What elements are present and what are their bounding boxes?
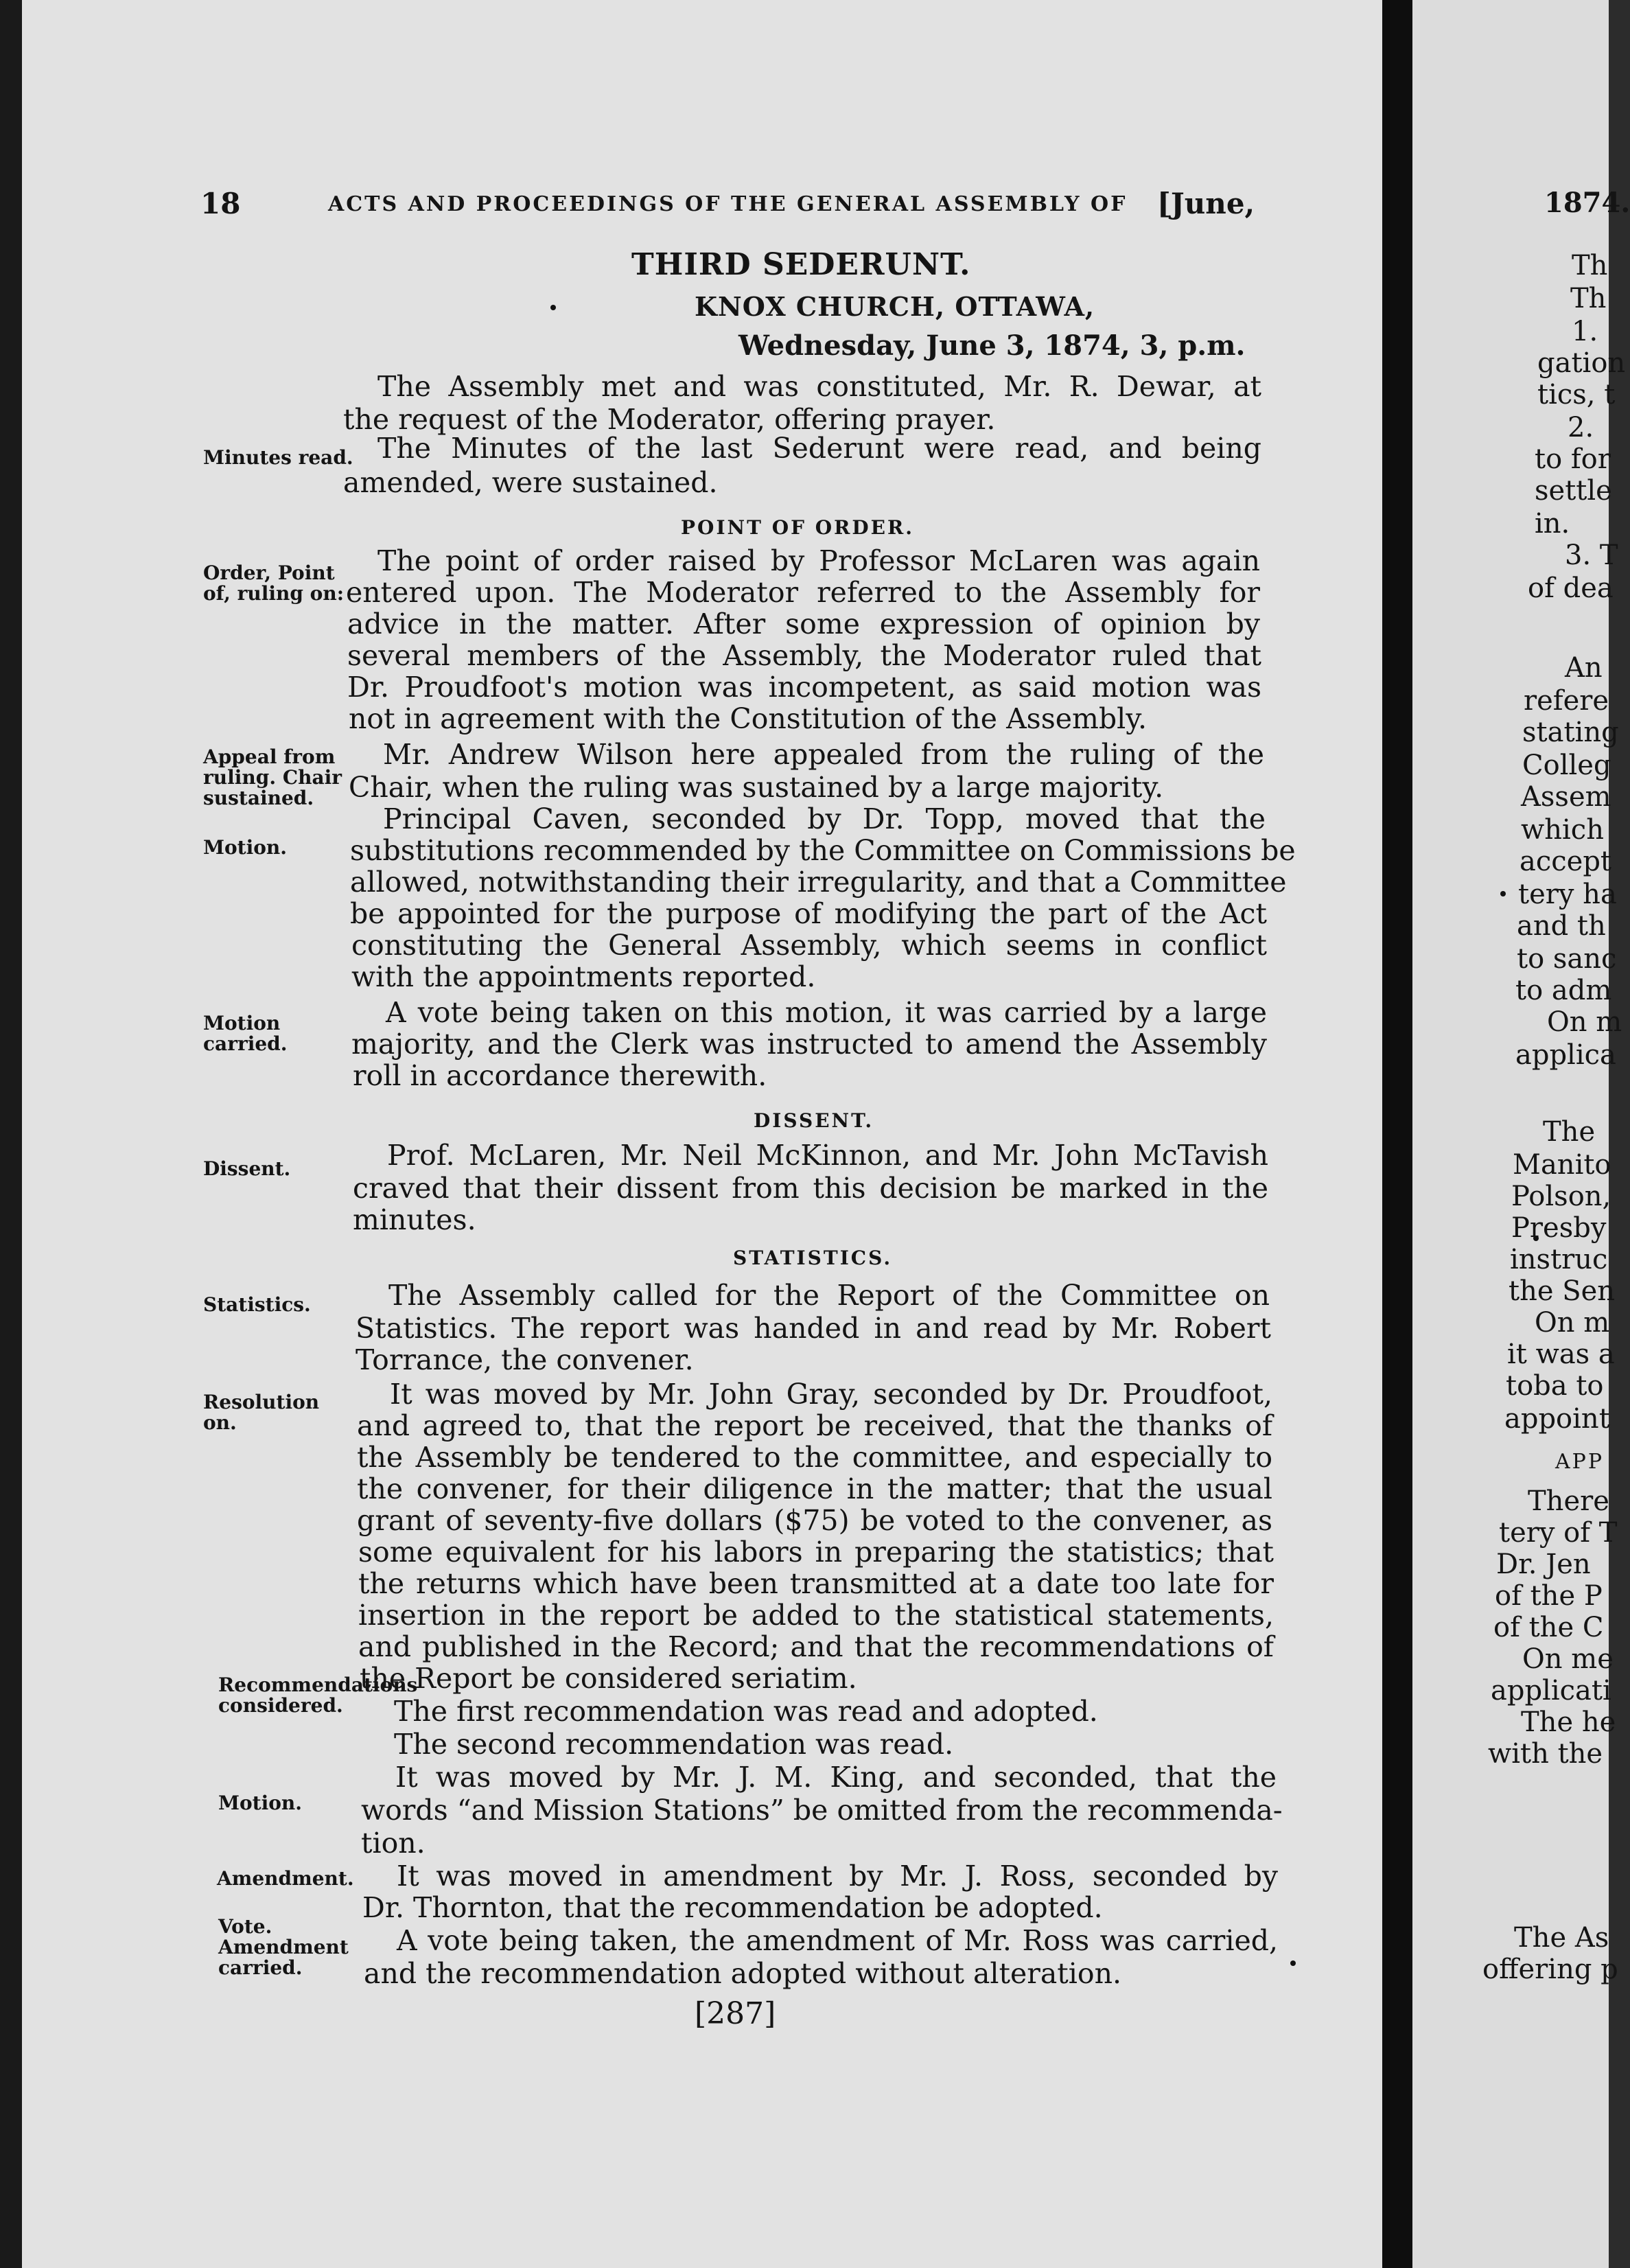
body-line: and the recommendation adopted without alteration. [364, 1957, 1122, 1990]
right-page-line: Manito [1513, 1149, 1611, 1181]
margin-note-vote: Vote. [218, 1915, 272, 1938]
body-line: It was moved by Mr. John Gray, seconded by Dr. Proudfoot, [390, 1378, 1272, 1411]
right-page-line: An [1565, 652, 1603, 684]
right-page-line: stating [1522, 717, 1619, 748]
right-page-line: tery of T [1499, 1517, 1618, 1549]
right-page-line: Dr. Jen [1496, 1549, 1591, 1580]
margin-note-motion-2: Motion. [218, 1792, 303, 1814]
running-title: ACTS AND PROCEEDINGS OF THE GENERAL ASSEMBLY OF [328, 192, 1128, 216]
margin-note-resolution: Resolution on. [203, 1391, 320, 1434]
body-line: allowed, notwithstanding their irregularity, and that a Committee [350, 866, 1287, 899]
right-page-line: Th [1572, 250, 1608, 281]
right-page-line: Polson, [1511, 1181, 1611, 1212]
body-line: entered upon. The Moderator referred to the Assembly for [346, 576, 1260, 609]
body-line: and agreed to, that the report be received, that the thanks of [357, 1409, 1272, 1442]
right-page-line: accept [1520, 846, 1612, 877]
margin-note-statistics: Statistics. [203, 1293, 311, 1316]
body-line: It was moved in amendment by Mr. J. Ross, seconded by [397, 1860, 1278, 1893]
right-page-line: to for [1535, 443, 1611, 475]
right-page-line: Th [1570, 283, 1607, 314]
book-gutter [1382, 0, 1412, 2268]
right-page-line: of the C [1493, 1612, 1604, 1643]
body-line: The Assembly called for the Report of the Committee on [388, 1279, 1270, 1312]
body-line: the Report be considered seriatim. [360, 1662, 857, 1695]
right-page-line: 3. T [1565, 540, 1618, 571]
right-page-line: it was a [1507, 1339, 1615, 1370]
body-line: roll in accordance therewith. [353, 1059, 767, 1092]
right-page-line: APP [1555, 1450, 1605, 1474]
section-dissent: DISSENT. [754, 1109, 874, 1132]
body-line: advice in the matter. After some expression of opinion by [347, 608, 1260, 640]
right-page-line: the Sen [1509, 1275, 1616, 1307]
body-line: The second recommendation was read. [394, 1728, 954, 1761]
right-page-line: tery ha [1518, 879, 1617, 910]
right-page-line: refere [1524, 685, 1609, 717]
margin-note-motion-carried: Motion carried. [203, 1012, 288, 1055]
right-page-line: toba to [1506, 1370, 1604, 1402]
body-line: Mr. Andrew Wilson here appealed from the ruling of the [383, 738, 1264, 771]
right-page-line: The As [1514, 1922, 1609, 1954]
body-line: grant of seventy-five dollars ($75) be voted to the convener, as [357, 1504, 1272, 1537]
right-page-line: of the P [1495, 1580, 1603, 1612]
section-statistics: STATISTICS. [733, 1247, 893, 1269]
body-line: A vote being taken, the amendment of Mr. Ross was carried, [397, 1924, 1278, 1957]
body-line: substitutions recommended by the Committee on Commissions be [350, 834, 1296, 867]
scan-speck [1500, 891, 1506, 896]
margin-note-minutes-read: Minutes read. [203, 446, 353, 469]
scan-speck [550, 305, 556, 310]
running-date: [June, [1157, 187, 1255, 220]
margin-note-order-point: Order, Point of, ruling on: [203, 562, 345, 605]
right-page-line: applicati [1491, 1675, 1611, 1706]
right-page-line: settle [1535, 475, 1612, 507]
margin-note-amendment-carried: Amendment carried. [218, 1936, 349, 1979]
meeting-datetime: Wednesday, June 3, 1874, 3, p.m. [738, 329, 1246, 362]
scan-edge [0, 0, 22, 2268]
right-page-line: 2. [1568, 412, 1594, 443]
body-line: insertion in the report be added to the statistical statements, [358, 1599, 1274, 1632]
body-line: A vote being taken on this motion, it was carried by a large [386, 996, 1267, 1029]
right-page-line: On m [1547, 1006, 1622, 1038]
body-line: the request of the Moderator, offering prayer. [343, 403, 996, 436]
body-line: Prof. McLaren, Mr. Neil McKinnon, and Mr. John McTavish [387, 1139, 1268, 1172]
body-line: Chair, when the ruling was sustained by a large majority. [349, 771, 1164, 804]
body-line: The point of order raised by Professor McLaren was again [377, 544, 1260, 577]
right-page-line: to sanc [1517, 943, 1617, 975]
body-line: some equivalent for his labors in preparing the statistics; that [358, 1536, 1274, 1569]
body-line: Statistics. The report was handed in and read by Mr. Robert [356, 1312, 1271, 1345]
right-page-line: which [1521, 814, 1604, 846]
body-line: amended, were sustained. [343, 466, 718, 499]
signature-mark: [287] [695, 1996, 776, 2031]
body-line: the returns which have been transmitted at a date too late for [358, 1567, 1274, 1600]
body-line: several members of the Assembly, the Moderator ruled that [347, 639, 1261, 672]
right-page-line: On m [1535, 1307, 1610, 1339]
body-line: the convener, for their diligence in the matter; that the usual [357, 1472, 1272, 1505]
right-page-line: gation [1537, 347, 1626, 379]
right-page-line: 1. [1572, 316, 1598, 347]
body-line: constituting the General Assembly, which seems in conflict [351, 929, 1267, 962]
right-page-line: Assem [1521, 781, 1611, 813]
right-page-line: appoint [1504, 1403, 1610, 1435]
right-page-line: tics, t [1537, 379, 1616, 410]
body-line: craved that their dissent from this decision be marked in the [353, 1172, 1268, 1205]
right-page-line: instruc [1510, 1244, 1608, 1275]
sederunt-title: THIRD SEDERUNT. [631, 247, 971, 282]
margin-note-dissent: Dissent. [203, 1157, 291, 1180]
body-line: It was moved by Mr. J. M. King, and seconded, that the [395, 1761, 1277, 1794]
body-line: words “and Mission Stations” be omitted from the recommenda- [361, 1794, 1283, 1827]
body-line: and published in the Record; and that the recommendations of [358, 1630, 1274, 1663]
body-line: be appointed for the purpose of modifying the part of the Act [350, 897, 1267, 930]
right-page-line: applica [1515, 1039, 1616, 1071]
right-page-line: with the [1488, 1738, 1603, 1770]
body-line: not in agreement with the Constitution of the Assembly. [349, 702, 1148, 735]
margin-note-appeal: Appeal from ruling. Chair sustained. [203, 745, 342, 809]
body-line: the Assembly be tendered to the committee, and especially to [357, 1441, 1272, 1474]
right-page-line: 1874. [1544, 187, 1630, 219]
right-page-line: to adm [1515, 975, 1612, 1006]
body-line: Dr. Thornton, that the recommendation be adopted. [362, 1891, 1103, 1924]
right-page-line: and th [1517, 910, 1606, 942]
right-page-line: Presby [1511, 1212, 1607, 1244]
margin-note-recommendations: Recommendations considered. [218, 1674, 418, 1717]
right-page-line: The he [1521, 1706, 1616, 1738]
body-line: tion. [361, 1827, 426, 1860]
section-point-of-order: POINT OF ORDER. [681, 516, 915, 539]
body-line: The first recommendation was read and adopted. [394, 1695, 1098, 1728]
body-line: Torrance, the convener. [356, 1343, 694, 1376]
right-page-line: in. [1535, 508, 1570, 540]
right-page-line: of dea [1528, 572, 1614, 604]
right-page-line: Colleg [1522, 750, 1611, 781]
body-line: The Minutes of the last Sederunt were read, and being [377, 432, 1261, 465]
body-line: with the appointments reported. [351, 960, 816, 993]
church-location: KNOX CHURCH, OTTAWA, [695, 291, 1095, 322]
body-line: Principal Caven, seconded by Dr. Topp, moved that the [383, 802, 1266, 835]
right-page-line: The [1543, 1116, 1596, 1148]
right-page-line: On me [1522, 1643, 1614, 1675]
body-line: The Assembly met and was constituted, Mr. R. Dewar, at [377, 370, 1261, 403]
margin-note-motion: Motion. [203, 836, 288, 859]
body-line: Dr. Proudfoot's motion was incompetent, as said motion was [347, 671, 1261, 704]
scan-speck [1290, 1960, 1296, 1966]
body-line: minutes. [353, 1203, 476, 1236]
right-page-line: offering p [1482, 1954, 1618, 1985]
margin-note-amendment: Amendment. [217, 1867, 354, 1890]
right-page-line: There [1528, 1485, 1609, 1517]
body-line: majority, and the Clerk was instructed to amend the Assembly [351, 1028, 1267, 1061]
page-number: 18 [200, 187, 241, 220]
